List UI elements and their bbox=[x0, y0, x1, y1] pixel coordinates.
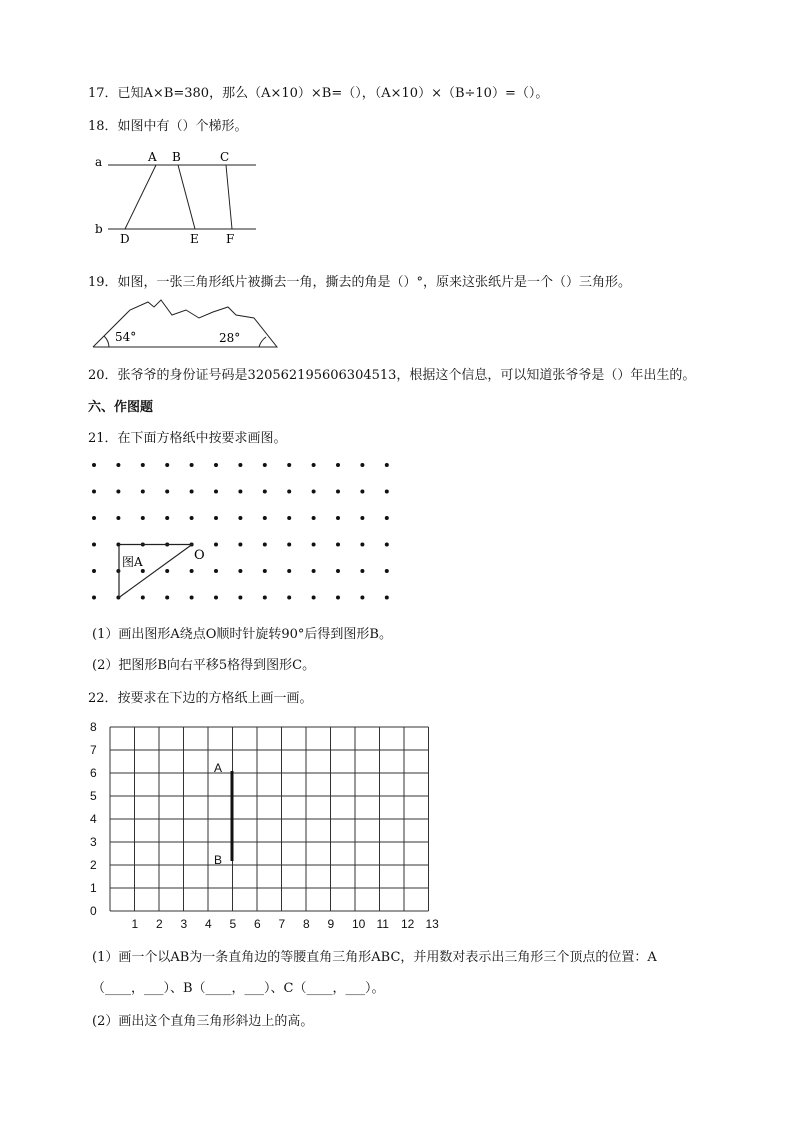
grid-dot bbox=[238, 543, 242, 547]
grid-dot bbox=[141, 596, 145, 600]
grid-dot bbox=[190, 596, 194, 600]
y-tick-label: 2 bbox=[90, 858, 97, 872]
grid-dot bbox=[116, 463, 120, 467]
question-19: 19．如图，一张三角形纸片被撕去一角，撕去的角是（）°，原来这张纸片是一个（）三角形。 bbox=[88, 275, 632, 290]
point-label-c: C bbox=[220, 150, 230, 164]
question-17: 17．已知A×B=380，那么（A×10）×B=（），（A×10）×（B÷10）=（）。 bbox=[88, 86, 549, 101]
y-tick-label: 7 bbox=[90, 743, 97, 757]
grid-dot bbox=[312, 569, 316, 573]
grid-dot bbox=[141, 490, 145, 494]
grid-dot bbox=[165, 569, 169, 573]
grid-dot bbox=[214, 516, 218, 520]
grid-dot bbox=[92, 543, 96, 547]
grid-dot bbox=[214, 596, 218, 600]
y-tick-label: 5 bbox=[90, 789, 97, 803]
y-tick-label: 1 bbox=[90, 881, 97, 895]
question-21: 21．在下面方格纸中按要求画图。 bbox=[88, 431, 287, 446]
point-label-e: E bbox=[190, 232, 199, 246]
grid-dot bbox=[336, 463, 340, 467]
grid-dot bbox=[238, 516, 242, 520]
grid-dot bbox=[92, 569, 96, 573]
grid-dot bbox=[165, 463, 169, 467]
line-label-a: a bbox=[95, 155, 103, 169]
x-tick-label: 13 bbox=[425, 917, 439, 931]
grid-dot bbox=[92, 463, 96, 467]
y-tick-label: 8 bbox=[90, 720, 97, 734]
shape-a-label: 图A bbox=[122, 555, 143, 569]
point-label-f: F bbox=[226, 232, 235, 246]
point-label-b: B bbox=[172, 150, 181, 164]
x-tick-label: 7 bbox=[278, 917, 286, 931]
grid-dot bbox=[312, 490, 316, 494]
x-tick-label: 9 bbox=[327, 917, 335, 931]
question-21-part-2: (2）把图形B向右平移5格得到图形C。 bbox=[92, 658, 316, 673]
grid-dot bbox=[360, 596, 364, 600]
coordinate-grid-lines bbox=[110, 727, 429, 911]
y-tick-label: 0 bbox=[90, 904, 97, 918]
y-tick-label: 3 bbox=[90, 835, 97, 849]
grid-dot bbox=[214, 490, 218, 494]
grid-dot bbox=[190, 463, 194, 467]
grid-dot bbox=[287, 569, 291, 573]
grid-dot bbox=[263, 490, 267, 494]
grid-dot bbox=[336, 516, 340, 520]
grid-dot bbox=[92, 596, 96, 600]
question-18: 18．如图中有（）个梯形。 bbox=[88, 119, 248, 134]
line-label-b: b bbox=[95, 222, 103, 236]
grid-dot bbox=[263, 463, 267, 467]
question-22: 22．按要求在下边的方格纸上画一画。 bbox=[88, 691, 313, 706]
grid-dot bbox=[263, 516, 267, 520]
question-21-part-1: (1）画出图形A绕点O顺时针旋转90°后得到图形B。 bbox=[92, 627, 392, 642]
grid-dot bbox=[165, 516, 169, 520]
x-tick-label: 11 bbox=[376, 917, 389, 931]
grid-dot bbox=[287, 490, 291, 494]
x-tick-label: 6 bbox=[254, 917, 261, 931]
grid-dot bbox=[287, 543, 291, 547]
grid-dot bbox=[336, 569, 340, 573]
torn-triangle-figure bbox=[88, 296, 283, 351]
grid-dot bbox=[263, 569, 267, 573]
x-tick-label: 10 bbox=[352, 917, 366, 931]
grid-dot bbox=[238, 463, 242, 467]
grid-dot bbox=[190, 516, 194, 520]
grid-dot bbox=[336, 596, 340, 600]
grid-dot bbox=[238, 596, 242, 600]
x-tick-label: 1 bbox=[131, 917, 139, 931]
point-b-label: B bbox=[214, 853, 223, 867]
grid-dot bbox=[385, 543, 389, 547]
grid-dot bbox=[312, 596, 316, 600]
y-tick-label: 6 bbox=[90, 766, 97, 780]
grid-dot bbox=[360, 543, 364, 547]
grid-dot bbox=[141, 463, 145, 467]
x-tick-label: 5 bbox=[229, 917, 237, 931]
section-title: 六、作图题 bbox=[88, 400, 154, 415]
angle-28-label: 28° bbox=[219, 331, 241, 345]
x-tick-label: 4 bbox=[205, 917, 212, 931]
grid-dot bbox=[165, 490, 169, 494]
dot-grid-figure bbox=[88, 455, 398, 605]
shape-a bbox=[119, 545, 192, 598]
grid-dot bbox=[190, 569, 194, 573]
grid-dot bbox=[116, 516, 120, 520]
dot-grid bbox=[92, 463, 389, 600]
grid-dot bbox=[116, 490, 120, 494]
grid-dot bbox=[214, 463, 218, 467]
point-a-label: A bbox=[214, 761, 223, 775]
grid-dot bbox=[287, 463, 291, 467]
question-22-part-1-line-1: (1）画一个以AB为一条直角边的等腰直角三角形ABC，并用数对表示出三角形三个顶点的位置：A bbox=[92, 950, 657, 965]
grid-dot bbox=[263, 543, 267, 547]
point-label-d: D bbox=[120, 232, 130, 246]
coordinate-grid-labels bbox=[90, 720, 439, 931]
grid-dot bbox=[360, 569, 364, 573]
coordinate-grid-figure bbox=[80, 715, 440, 930]
grid-dot bbox=[165, 596, 169, 600]
question-22-part-1-line-2: （____，___）、B（____，___）、C（____，___）。 bbox=[92, 981, 385, 996]
x-tick-label: 12 bbox=[401, 917, 415, 931]
grid-dot bbox=[214, 569, 218, 573]
grid-dot bbox=[92, 490, 96, 494]
grid-dot bbox=[312, 516, 316, 520]
grid-dot bbox=[360, 490, 364, 494]
grid-dot bbox=[287, 596, 291, 600]
grid-dot bbox=[190, 490, 194, 494]
grid-dot bbox=[238, 490, 242, 494]
grid-dot bbox=[141, 516, 145, 520]
grid-dot bbox=[385, 596, 389, 600]
grid-dot bbox=[336, 543, 340, 547]
grid-dot bbox=[263, 596, 267, 600]
grid-dot bbox=[385, 463, 389, 467]
question-22-part-2: (2）画出这个直角三角形斜边上的高。 bbox=[92, 1014, 314, 1029]
grid-dot bbox=[238, 569, 242, 573]
point-o-label: O bbox=[194, 548, 205, 563]
grid-dot bbox=[141, 569, 145, 573]
question-20: 20．张爷爷的身份证号码是320562195606304513，根据这个信息，可以知道张爷爷是（）年出生的。 bbox=[88, 368, 696, 383]
grid-dot bbox=[92, 516, 96, 520]
point-label-a: A bbox=[148, 150, 157, 164]
x-tick-label: 3 bbox=[180, 917, 188, 931]
x-tick-label: 2 bbox=[156, 917, 163, 931]
grid-dot bbox=[214, 543, 218, 547]
grid-dot bbox=[312, 543, 316, 547]
grid-dot bbox=[360, 463, 364, 467]
y-tick-label: 4 bbox=[90, 812, 97, 826]
grid-dot bbox=[336, 490, 340, 494]
grid-dot bbox=[312, 463, 316, 467]
x-tick-label: 8 bbox=[303, 917, 310, 931]
grid-dot bbox=[385, 516, 389, 520]
trapezoid-figure bbox=[88, 145, 268, 250]
grid-dot bbox=[287, 516, 291, 520]
grid-dot bbox=[385, 569, 389, 573]
angle-54-label: 54° bbox=[115, 330, 137, 344]
grid-dot bbox=[360, 516, 364, 520]
grid-dot bbox=[385, 490, 389, 494]
